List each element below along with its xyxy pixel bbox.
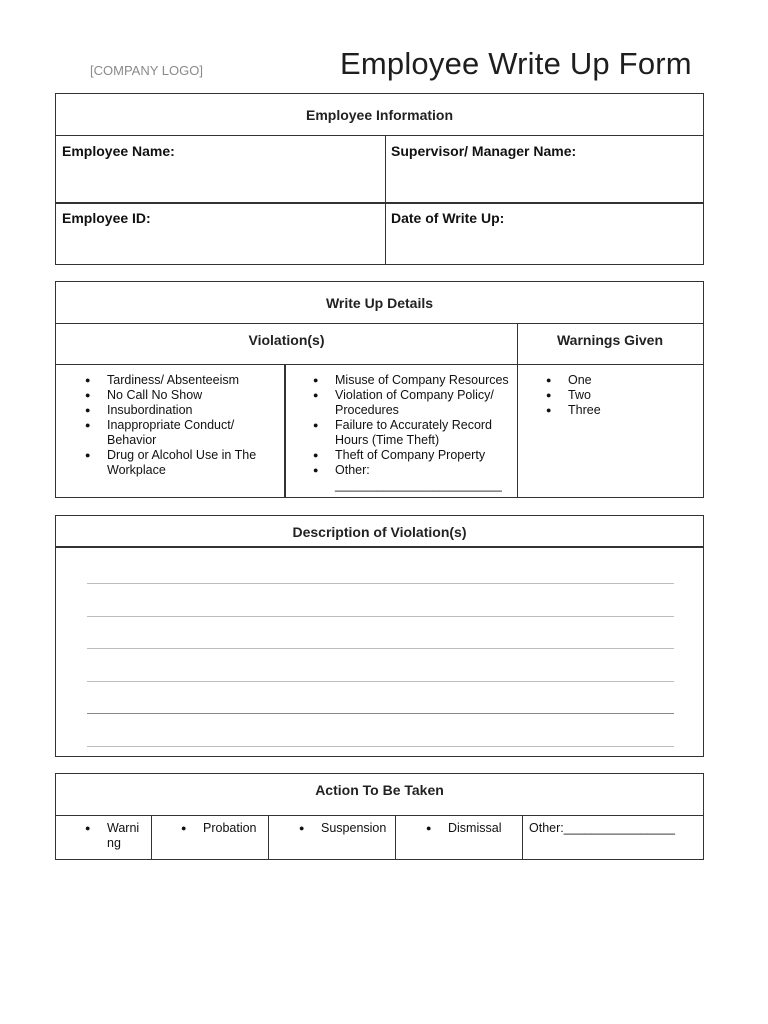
violation-item[interactable]: ● Inappropriate Conduct/ Behavior [85,418,285,448]
action-row [56,815,703,860]
supervisor-name-field[interactable]: Supervisor/ Manager Name: [391,143,577,159]
write-up-details-section [55,281,704,498]
employee-name-field[interactable]: Employee Name: [62,143,175,159]
violation-item[interactable]: ● Failure to Accurately Record Hours (Time Theft) [313,418,513,448]
write-up-details-heading: Write Up Details [325,295,434,311]
description-section [55,515,704,757]
warnings-given-heading: Warnings Given [556,332,664,348]
action-probation-label: Probation [203,821,257,835]
write-up-date-field[interactable]: Date of Write Up: [391,210,505,226]
violation-item[interactable]: ● Drug or Alcohol Use in The Workplace [85,448,285,478]
divider [517,323,518,498]
writing-line[interactable] [87,648,674,649]
divider [56,546,703,548]
employee-information-section [55,93,704,265]
bullet-icon: ● [85,823,91,833]
divider [385,135,386,265]
violations-heading: Violation(s) [248,332,325,348]
violations-list-1 [85,373,285,478]
divider [56,364,703,365]
action-heading: Action To Be Taken [315,782,444,798]
employee-information-heading: Employee Information [305,107,454,123]
action-section [55,773,704,860]
warnings-list [546,373,686,418]
divider [56,135,703,136]
action-other-field[interactable]: Other:________________ [529,821,675,835]
warning-item[interactable]: ● Two [546,388,686,403]
action-suspension-label: Suspension [321,821,387,835]
divider [56,202,703,204]
employee-id-field[interactable]: Employee ID: [62,210,151,226]
form-title: Employee Write Up Form [340,46,692,81]
divider [56,323,703,324]
writing-line[interactable] [87,583,674,584]
warning-item[interactable]: ● One [546,373,686,388]
violation-item[interactable]: ● No Call No Show [85,388,285,403]
writing-line[interactable] [87,713,674,714]
violation-item[interactable]: ● Tardiness/ Absenteeism [85,373,285,388]
writing-line[interactable] [87,746,674,747]
bullet-icon: ● [181,823,187,833]
bullet-icon: ● [299,823,305,833]
violation-item[interactable]: ● Violation of Company Policy/ Procedures [313,388,513,418]
writing-line[interactable] [87,616,674,617]
violation-item[interactable]: ● Other: ________________________ [313,463,513,493]
action-warning-label: Warni ng [107,821,140,850]
violation-item[interactable]: ● Misuse of Company Resources [313,373,513,388]
description-heading: Description of Violation(s) [292,524,467,540]
violation-item[interactable]: ● Insubordination [85,403,285,418]
warning-item[interactable]: ● Three [546,403,686,418]
violations-list-2 [313,373,513,493]
company-logo-placeholder: [COMPANY LOGO] [90,63,203,78]
bullet-icon: ● [426,823,432,833]
action-dismissal-label: Dismissal [448,821,502,835]
violation-item[interactable]: ● Theft of Company Property [313,448,513,463]
writing-line[interactable] [87,681,674,682]
